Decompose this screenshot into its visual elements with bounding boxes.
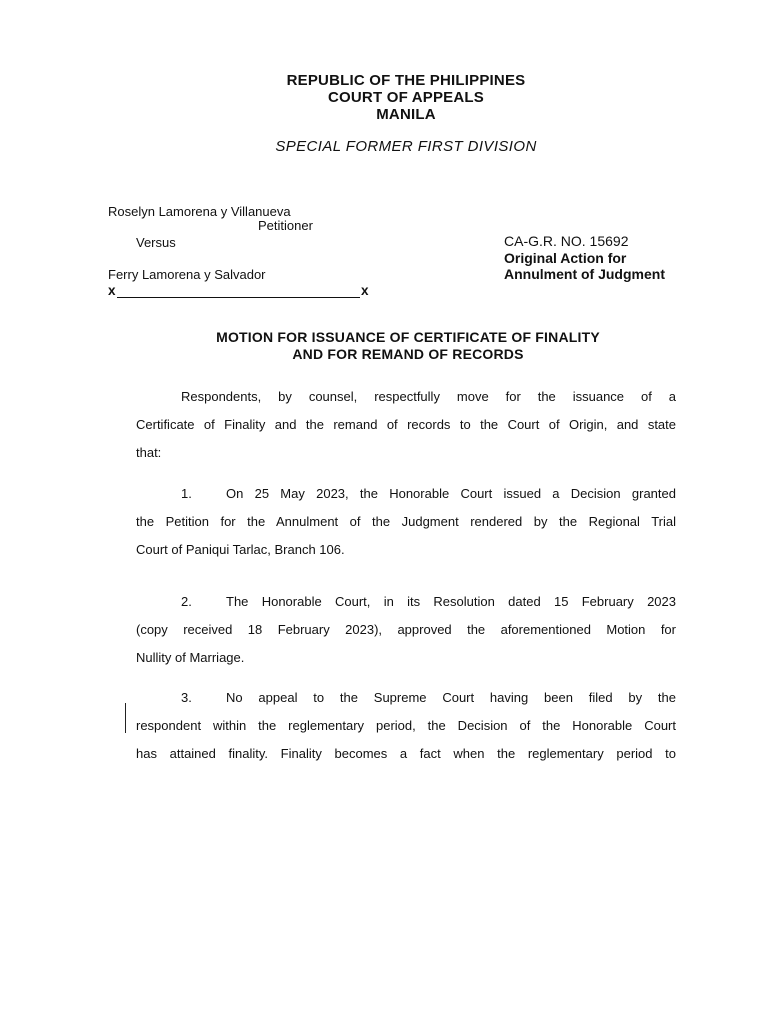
header-division: SPECIAL FORMER FIRST DIVISION bbox=[275, 138, 537, 155]
paragraph-line: Nullity of Marriage. bbox=[136, 650, 245, 665]
motion-title-line1: MOTION FOR ISSUANCE OF CERTIFICATE OF FINALITY bbox=[216, 329, 600, 345]
petitioner-role: Petitioner bbox=[258, 218, 313, 233]
case-type-line1: Original Action for bbox=[504, 250, 627, 266]
caption-separator-left: x bbox=[108, 283, 116, 298]
paragraph-line: No appeal to the Supreme Court having been filed by the bbox=[226, 690, 676, 705]
intro-line: Respondents, by counsel, respectfully move for the issuance of a bbox=[181, 389, 676, 404]
header-court: COURT OF APPEALS bbox=[328, 89, 484, 106]
paragraph-line: The Honorable Court, in its Resolution dated 15 February 2023 bbox=[226, 594, 676, 609]
caption-separator-right: x bbox=[361, 283, 369, 298]
motion-title-line2: AND FOR REMAND OF RECORDS bbox=[292, 346, 524, 362]
versus-label: Versus bbox=[136, 235, 176, 250]
paragraph-number: 1. bbox=[181, 486, 192, 501]
case-type-line2: Annulment of Judgment bbox=[504, 266, 665, 282]
intro-line: that: bbox=[136, 445, 162, 460]
petitioner-name: Roselyn Lamorena y Villanueva bbox=[108, 204, 291, 219]
paragraph-line: the Petition for the Annulment of the Judgment rendered by the Regional Trial bbox=[136, 514, 676, 529]
paragraph-line: (copy received 18 February 2023), approved the aforementioned Motion for bbox=[136, 622, 676, 637]
intro-line: Certificate of Finality and the remand of records to the Court of Origin, and state bbox=[136, 417, 676, 432]
paragraph-line: Court of Paniqui Tarlac, Branch 106. bbox=[136, 542, 345, 557]
paragraph-number: 3. bbox=[181, 690, 192, 705]
text-cursor-mark bbox=[125, 703, 126, 733]
paragraph-line: respondent within the reglementary period, the Decision of the Honorable Court bbox=[136, 718, 676, 733]
header-republic: REPUBLIC OF THE PHILIPPINES bbox=[286, 72, 526, 89]
caption-separator-line bbox=[117, 297, 360, 298]
header-city: MANILA bbox=[376, 106, 436, 123]
paragraph-line: On 25 May 2023, the Honorable Court issued a Decision granted bbox=[226, 486, 676, 501]
respondent-name: Ferry Lamorena y Salvador bbox=[108, 267, 266, 282]
case-number: CA-G.R. NO. 15692 bbox=[504, 233, 629, 249]
paragraph-line: has attained finality. Finality becomes a fact when the reglementary period to bbox=[136, 746, 676, 761]
paragraph-number: 2. bbox=[181, 594, 192, 609]
